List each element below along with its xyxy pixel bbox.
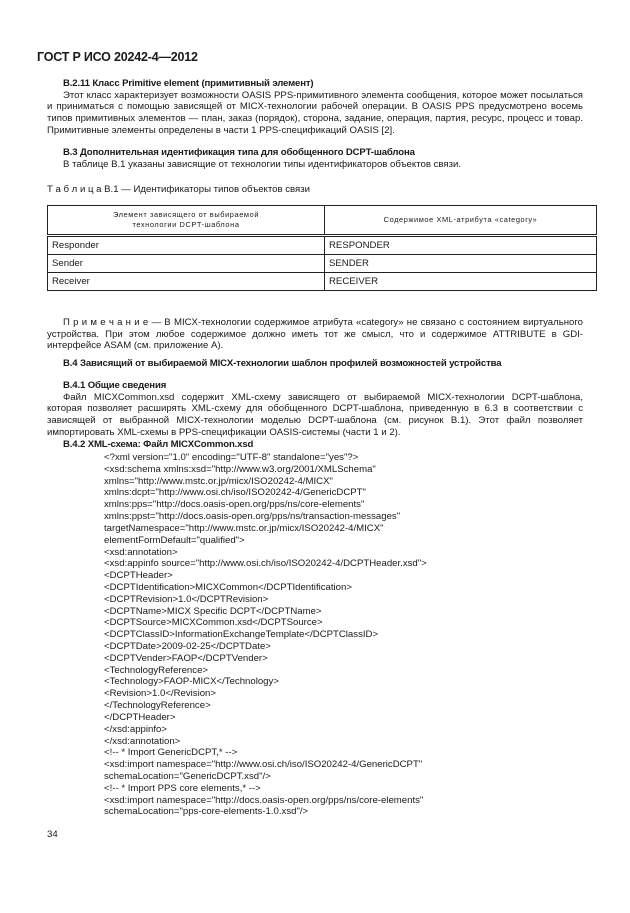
code-line: <DCPTRevision>1.0</DCPTRevision> (104, 593, 269, 605)
paragraph: В таблице B.1 указаны зависящие от технологии типы идентификаторов объектов связи. (63, 158, 461, 170)
code-line: xmlns:ppst="http://docs.oasis-open.org/pps/ns/transaction-messages" (104, 511, 401, 523)
code-line: <?xml version="1.0" encoding="UTF-8" standalone="yes"?> (104, 452, 359, 463)
code-line: xmlns:dcpt="http://www.osi.ch/iso/ISO20242-4/GenericDCPT" (104, 487, 366, 499)
code-line: <!-- * Import GenericDCPT,* --> (104, 747, 238, 759)
table-cell: Receiver (48, 273, 325, 291)
code-line: <xsd:annotation> (104, 546, 178, 558)
table-row (48, 273, 597, 291)
code-line: <Technology>FAOP-MICX</Technology> (104, 676, 279, 688)
code-line: <DCPTDate>2009-02-25</DCPTDate> (104, 641, 271, 652)
table-caption-text: B.1 — Идентификаторы типов объектов связи (101, 184, 310, 195)
table-cell: Responder (48, 236, 325, 255)
table-note (47, 317, 583, 352)
table-caption (47, 184, 310, 195)
section-b3 (47, 147, 583, 170)
code-line: targetNamespace="http://www.mstc.or.jp/micx/ISO20242-4/MICX" (104, 522, 384, 534)
code-line: <DCPTName>MICX Specific DCPT</DCPTName> (104, 605, 322, 617)
code-line: </TechnologyReference> (104, 700, 211, 712)
code-line: <DCPTClassID>InformationExchangeTemplate</DCPTClassID> (104, 629, 379, 641)
code-line: <xsd:import namespace="http://www.osi.ch/iso/ISO20242-4/GenericDCPT" (104, 759, 423, 771)
code-line: <DCPTHeader> (104, 570, 173, 582)
subsection-heading: B.4.1 Общие сведения (63, 380, 167, 391)
code-line: schemaLocation="GenericDCPT.xsd"/> (104, 770, 271, 782)
table-header-row (48, 206, 597, 236)
code-line: </xsd:appinfo> (104, 723, 167, 735)
table-cell: Sender (48, 255, 325, 273)
code-line: <DCPTVender>FAOP</DCPTVender> (104, 652, 268, 664)
code-line: <Revision>1.0</Revision> (104, 688, 216, 700)
note-label: П р и м е ч а н и е (63, 317, 149, 328)
code-line: <DCPTSource>MICXCommon.xsd</DCPTSource> (104, 617, 323, 629)
code-line: <TechnologyReference> (104, 664, 209, 676)
code-line: <xsd:appinfo source="http://www.osi.ch/iso/ISO20242-4/DCPTHeader.xsd"> (104, 558, 427, 570)
code-line: xmlns:pps="http://docs.oasis-open.org/pps/ns/core-elements" (104, 499, 365, 511)
section-b41 (47, 380, 583, 450)
code-line: schemaLocation="pps-core-elements-1.0.xsd"/> (104, 806, 309, 818)
code-line: <xsd:schema xmlns:xsd="http://www.w3.org/2001/XMLSchema" (104, 463, 376, 475)
section-heading: B.4 Зависящий от выбираемой MICX-технологии шаблон профилей возможностей устройства (63, 358, 502, 369)
code-line: <xsd:import namespace="http://docs.oasis-open.org/pps/ns/core-elements" (104, 794, 424, 806)
identifier-types-table (47, 205, 597, 291)
document-header-title: ГОСТ Р ИСО 20242-4—2012 (37, 50, 198, 64)
page-number: 34 (47, 829, 58, 840)
column-header: Содержимое XML-атрибута «category» (325, 206, 597, 236)
section-b4 (47, 358, 583, 370)
table-cell: SENDER (325, 255, 597, 273)
code-line: </DCPTHeader> (104, 711, 176, 723)
table-caption-label: Т а б л и ц а (47, 184, 102, 195)
column-header: Элемент зависящего от выбираемой технологии DCPT-шаблона (48, 206, 325, 236)
code-line: xmlns="http://www.mstc.or.jp/micx/ISO20242-4/MICX" (104, 475, 333, 487)
section-heading: B.3 Дополнительная идентификация типа для обобщенного DCPT-шаблона (63, 147, 415, 158)
code-line: </xsd:annotation> (104, 735, 181, 747)
xml-code-listing (104, 452, 427, 818)
code-line: <!-- * Import PPS core elements,* --> (104, 782, 261, 794)
table-row (48, 255, 597, 273)
table-cell: RECEIVER (325, 273, 597, 291)
code-line: <DCPTIdentification>MICXCommon</DCPTIdentification> (104, 581, 352, 593)
paragraph: Файл MICXCommon.xsd содержит XML-схему зависящего от выбираемой MICX-технологии DCPT-шаблона, которая позволяет расширять XML-схему для обобщенного DCPT-шаблона, приведенную в 6.3 в соответствии с зависящей от выбранной MICX-технологии моделью DCPT-шаблона (см. рисунок B.1). Этот файл позволяет импортировать XML-схемы в PPS-спецификации OASIS-системы (части 1 и 2). (47, 391, 583, 438)
table-cell: RESPONDER (325, 236, 597, 255)
section-heading: B.2.11 Класс Primitive element (примитивный элемент) (63, 78, 314, 89)
paragraph: Этот класс характеризует возможности OASIS PPS-примитивного элемента сообщения, которое может посылаться и приниматься с помощью зависящей от MICX-технологии рабочей операции. В OASIS PPS предусмотрено восемь типов примитивных элементов — план, заказ (порядок), сторона, задание, операция, партия, ресурс, процесс и товар. Примитивные элементы определены в части 1 PPS-спецификаций OASIS [2]. (47, 89, 583, 136)
code-line: elementFormDefault="qualified"> (104, 534, 245, 546)
note-text: — В MICX-технологии содержимое атрибута «category» не связано с состоянием виртуального устройства. При этом любое содержимое должно иметь тот же смысл, что и содержимое ATTRIBUTE в GDI-интерфейсе ASAM (см. приложение A). (47, 317, 583, 352)
section-b211 (47, 78, 583, 137)
table-row (48, 236, 597, 255)
subsection-heading: B.4.2 XML-схема: Файл MICXCommon.xsd (63, 438, 254, 450)
